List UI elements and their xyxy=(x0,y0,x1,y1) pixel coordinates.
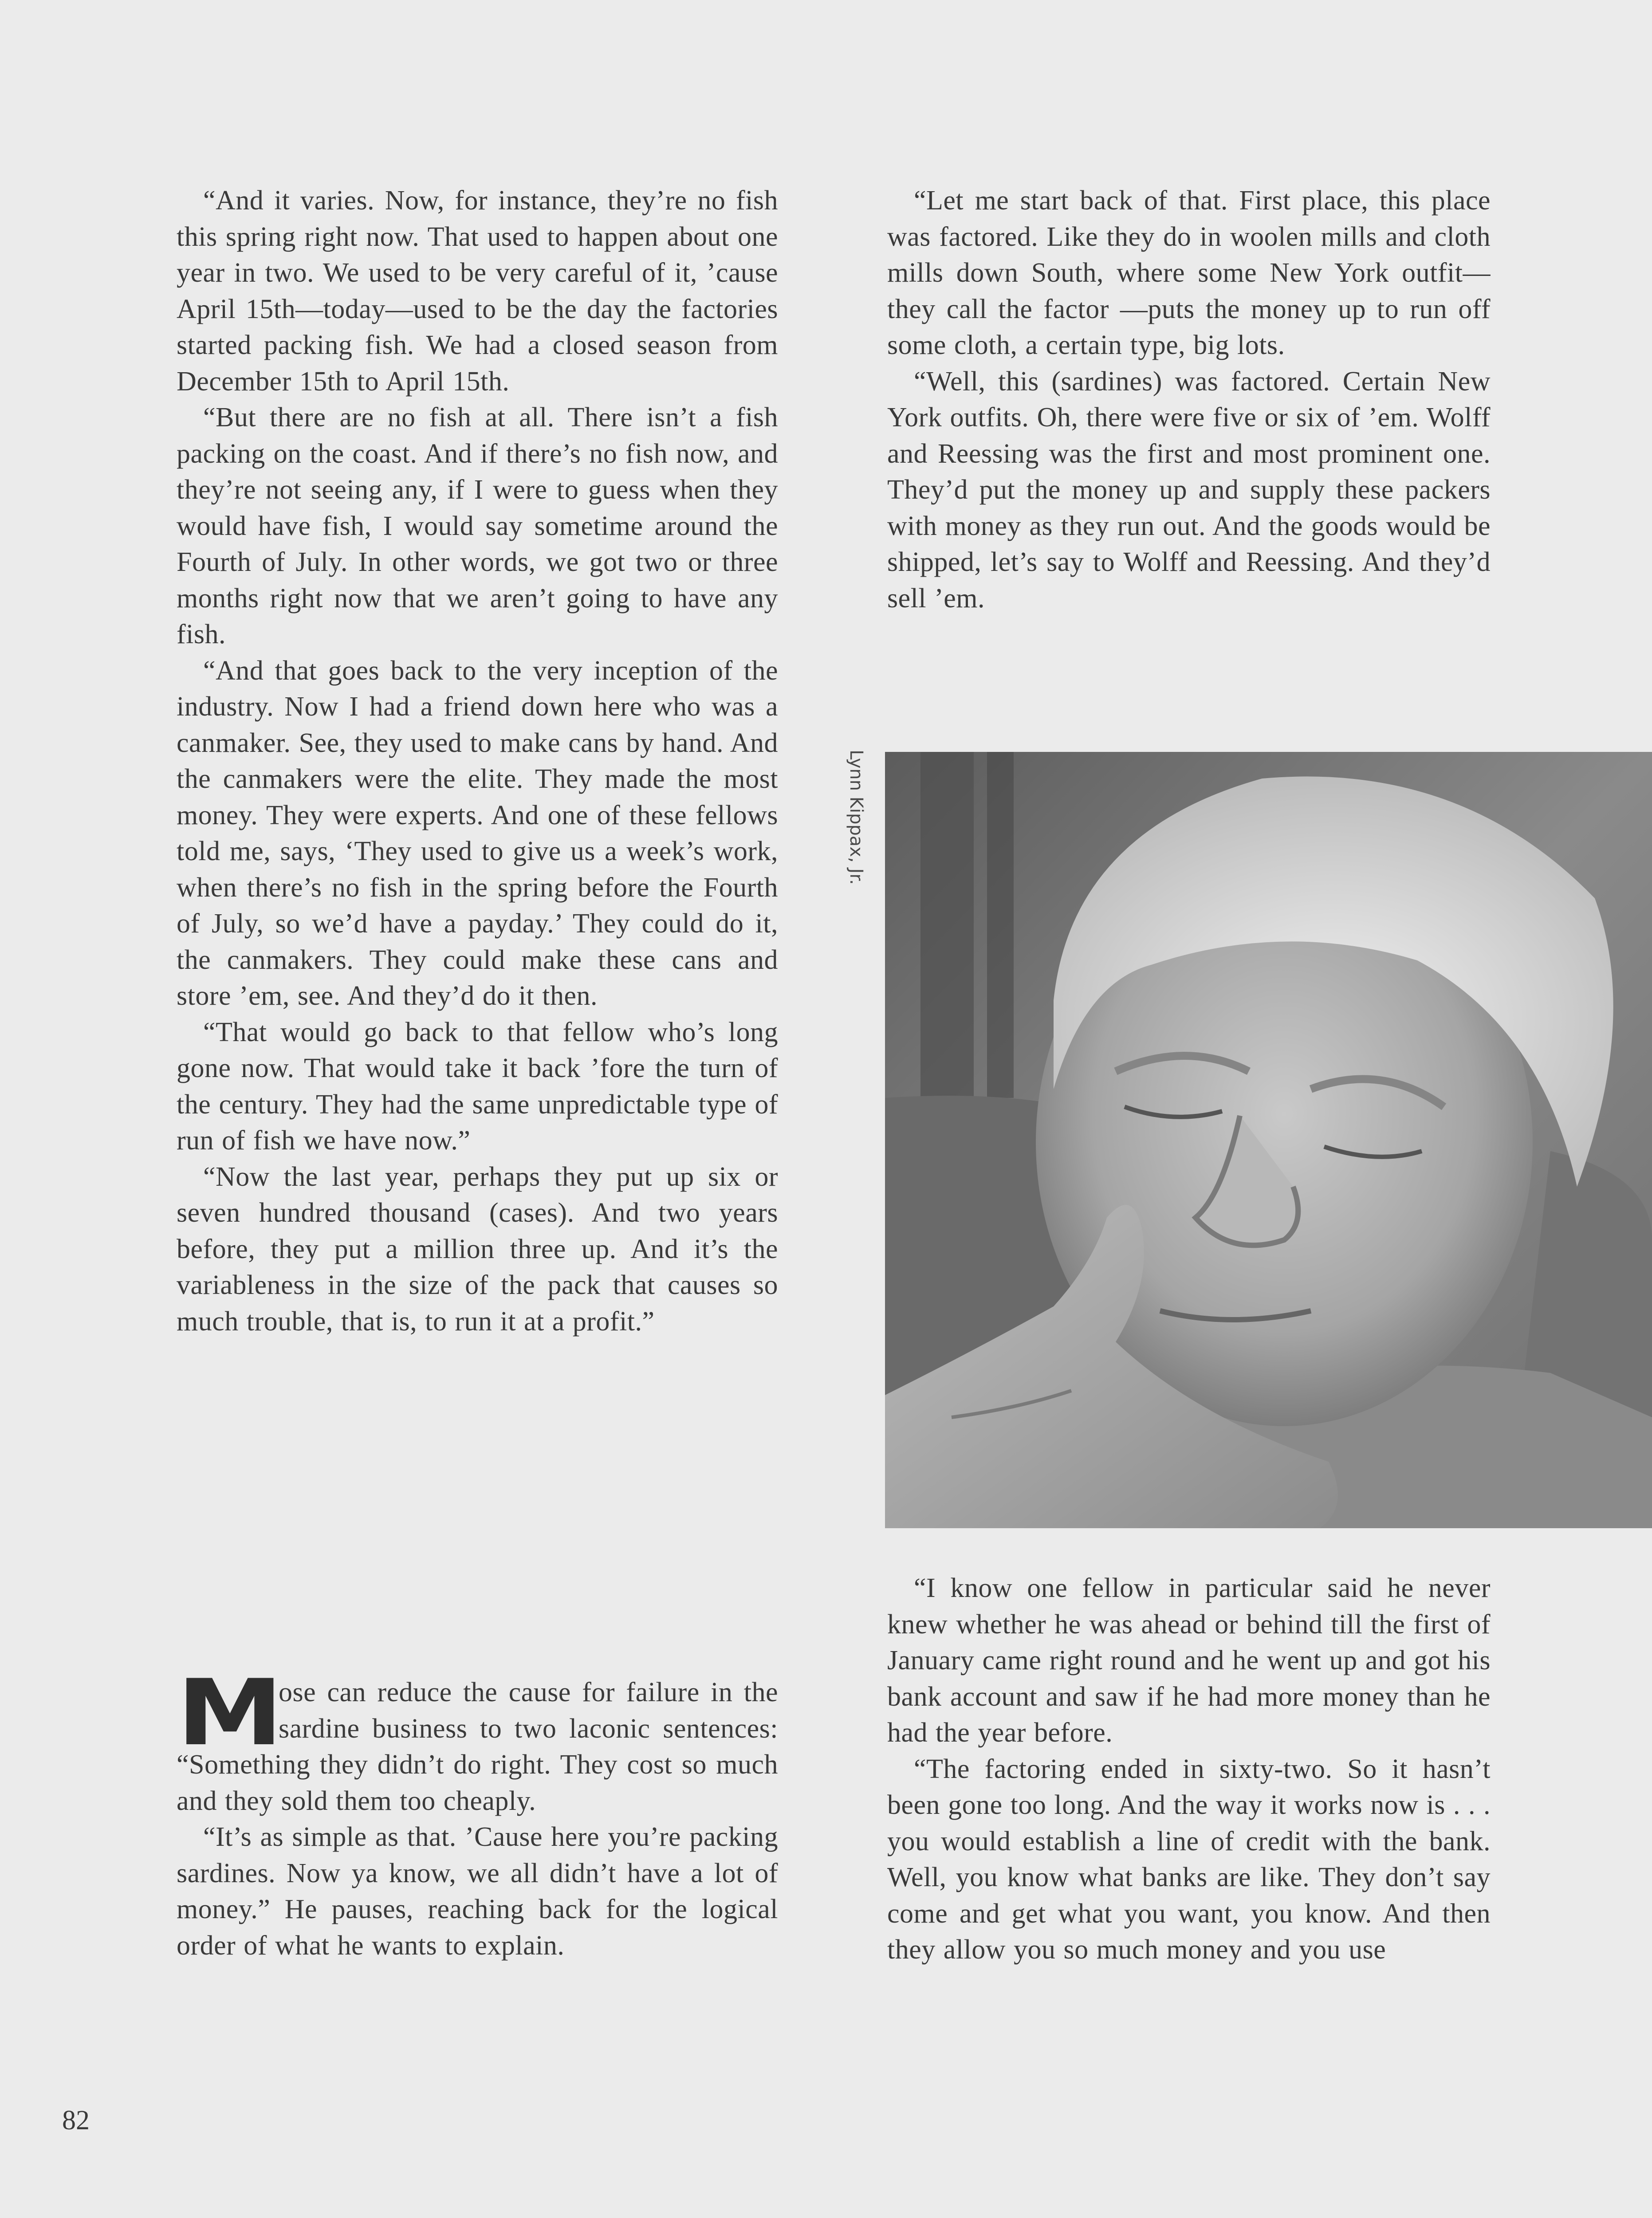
section-opening-text: ose can reduce the cause for failure in the sardine business to two laconic sentences: “Something they didn’t do right. They cost so much and they sold them too cheaply. xyxy=(177,1677,778,1816)
left-column-section xyxy=(177,1660,778,1964)
photo-credit: Lynn Kippax, Jr. xyxy=(846,750,866,885)
paragraph: “I know one fellow in particular said he never knew whether he was ahead or behind till the first of January came right round and he went up and got his bank account and saw if he had more money than he had the year before. xyxy=(887,1573,1491,1748)
paragraph: “And that goes back to the very inception of the industry. Now I had a friend down here who was a canmaker. See, they used to make cans by hand. And the canmakers were the elite. They made the most money. They were experts. And one of these fellows told me, says, ‘They used to give us a week’s work, when there’s no fish in the spring before the Fourth of July, so we’d have a payday.’ They could do it, the canmakers. They could make these cans and store ’em, see. And they’d do it then. xyxy=(177,655,778,1011)
right-column-bottom xyxy=(887,1570,1491,1968)
paragraph: “And it varies. Now, for instance, they’re no fish this spring right now. That used to happen about one year in two. We used to be very careful of it, ’cause April 15th—today—used to be the day the factories started packing fish. We had a closed season from December 15th to April 15th. xyxy=(177,185,778,397)
paragraph: “It’s as simple as that. ’Cause here you’re packing sardines. Now ya know, we all didn’t have a lot of money.” He pauses, reaching back for the logical order of what he wants to explain. xyxy=(177,1822,778,1961)
paragraph: “Let me start back of that. First place, this place was factored. Like they do in woolen mills and cloth mills down South, where some New York outfit—they call the factor —puts the money up to run off some cloth, a certain type, big lots. xyxy=(887,185,1491,360)
paragraph: “That would go back to that fellow who’s long gone now. That would take it back ’fore the turn of the century. They had the same unpredictable type of run of fish we have now.” xyxy=(177,1017,778,1156)
section-opening-paragraph xyxy=(177,1660,778,1819)
paragraph: “Now the last year, perhaps they put up six or seven hundred thousand (cases). And two years before, they put a million three up. And it’s the variableness in the size of the pack that causes so much trouble, that is, to run it at a profit.” xyxy=(177,1161,778,1337)
paragraph: “The factoring ended in sixty-two. So it hasn’t been gone too long. And the way it works now is . . . you would establish a line of credit with the bank. Well, you know what banks are like. They don’t say come and get what you want, you know. And then they allow you so much money and you use xyxy=(887,1754,1491,1965)
background-pillar xyxy=(987,752,1014,1098)
paragraph: “Well, this (sardines) was factored. Certain New York outfits. Oh, there were five or six of ’em. Wolff and Reessing was the first and most prominent one. They’d put the money up and supply these packers with money as they run out. And the goods would be shipped, let’s say to Wolff and Reessing. And they’d sell ’em. xyxy=(887,366,1491,613)
drop-cap: M xyxy=(177,1660,279,1766)
portrait-photo xyxy=(885,752,1652,1528)
background-pillar xyxy=(920,752,974,1098)
left-column-top xyxy=(177,183,778,1340)
page-number: 82 xyxy=(62,2105,90,2135)
paragraph: “But there are no fish at all. There isn’t a fish packing on the coast. And if there’s no fish now, and they’re not seeing any, if I were to guess when they would have fish, I would say sometime around the Fourth of July. In other words, we got two or three months right now that we aren’t going to have any fish. xyxy=(177,402,778,649)
portrait-illustration xyxy=(885,752,1652,1528)
right-column-top xyxy=(887,183,1491,617)
